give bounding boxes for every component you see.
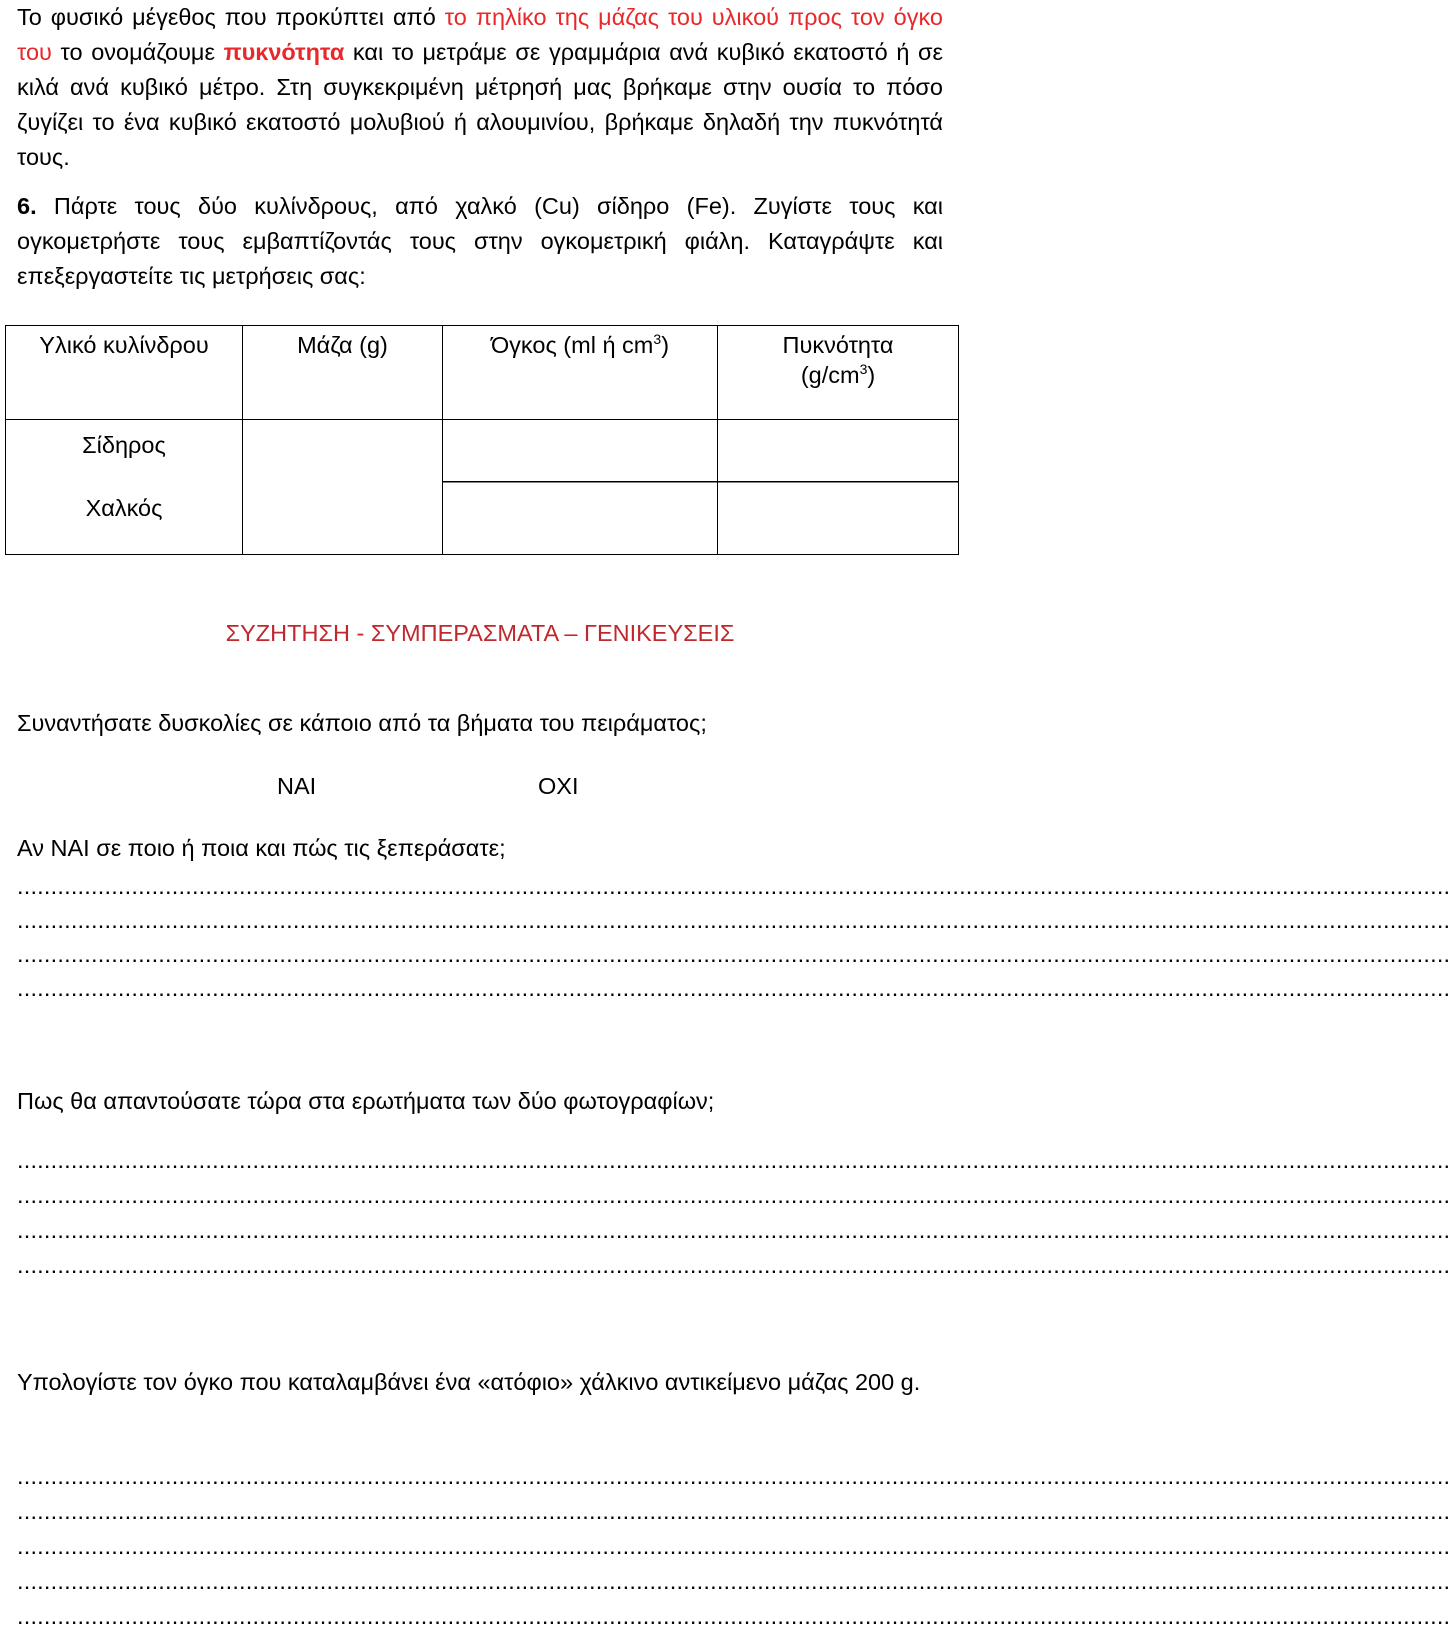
intro-paragraph (17, 0, 943, 175)
header-volume: Όγκος (ml ή $cm^3$) (443, 326, 718, 420)
header-density: Πυκνότητα $(g/cm^3)$ (718, 326, 959, 420)
header-mass: Μάζα (g) (243, 326, 443, 420)
answer-line[interactable]: ..................................................................................................................................................................................................................... (17, 1533, 1450, 1559)
table-row (6, 420, 959, 555)
answer-line[interactable]: ..................................................................................................................................................................................................................... (17, 873, 1450, 899)
answer-line[interactable]: ..................................................................................................................................................................................................................... (17, 1252, 1450, 1278)
answer-line[interactable]: ..................................................................................................................................................................................................................... (17, 1182, 1450, 1208)
answer-line[interactable]: ..................................................................................................................................................................................................................... (17, 941, 1450, 967)
volume-input-cell[interactable] (443, 420, 718, 555)
option-yes[interactable]: ΝΑΙ (277, 773, 317, 799)
intro-text-1: Το φυσικό μέγεθος που προκύπτει από (17, 4, 436, 30)
question-volume: Υπολογίστε τον όγκο που καταλαμβάνει ένα «ατόφιο» χάλκινο αντικείμενο μάζας 200 g. (17, 1369, 921, 1395)
answer-line[interactable]: ..................................................................................................................................................................................................................... (17, 1568, 1450, 1594)
step-6-paragraph (17, 189, 943, 294)
answer-line[interactable]: ..................................................................................................................................................................................................................... (17, 1147, 1450, 1173)
intro-term-density: πυκνότητα (223, 39, 345, 65)
density-input-cell[interactable] (718, 420, 959, 555)
answer-line[interactable]: ..................................................................................................................................................................................................................... (17, 1463, 1450, 1489)
option-no[interactable]: ΟΧΙ (538, 773, 579, 799)
row-copper: Χαλκός (85, 495, 163, 521)
answer-line[interactable]: ..................................................................................................................................................................................................................... (17, 1217, 1450, 1243)
mass-input-cell[interactable] (243, 420, 443, 555)
question-followup: Αν ΝΑΙ σε ποιο ή ποια και πώς τις ξεπεράσατε; (17, 835, 506, 861)
answer-line[interactable]: ..................................................................................................................................................................................................................... (17, 1498, 1450, 1524)
question-difficulties: Συναντήσατε δυσκολίες σε κάποιο από τα βήματα του πειράματος; (17, 710, 707, 736)
step-6-text: Πάρτε τους δύο κυλίνδρους, από χαλκό (Cu) σίδηρο (Fe). Ζυγίστε τους και ογκομετρήστε τους εμβαπτίζοντάς τους στην ογκομετρική φιάλη. Καταγράψτε και επεξεργαστείτε τις μετρήσεις σας: (17, 193, 943, 289)
row-iron: Σίδηρος (82, 432, 166, 458)
intro-text-3: και το μετράμε σε γραμμάρια ανά κυβικό εκατοστό ή σε κιλά ανά κυβικό μέτρο. Στη συγκεκριμένη μέτρησή μας βρήκαμε στην ουσία το πόσο ζυγίζει το ένα κυβικό εκατοστό μολυβιού ή αλουμινίου, βρήκαμε δηλαδή την πυκνότητά τους. (17, 39, 944, 170)
intro-text-2: το ονομάζουμε (60, 39, 215, 65)
intro-highlight-definition: το πηλίκο της μάζας του υλικού προς τον όγκο του (17, 4, 943, 65)
table-header-row (6, 326, 959, 420)
material-cell (6, 420, 243, 555)
step-number: 6. (17, 193, 37, 219)
measurements-table (5, 325, 959, 555)
header-material: Υλικό κυλίνδρου (6, 326, 243, 420)
answer-line[interactable]: ..................................................................................................................................................................................................................... (17, 907, 1450, 933)
question-photos: Πως θα απαντούσατε τώρα στα ερωτήματα των δύο φωτογραφίων; (17, 1088, 715, 1114)
discussion-heading: ΣΥΖΗΤΗΣΗ - ΣΥΜΠΕΡΑΣΜΑΤΑ – ΓΕΝΙΚΕΥΣΕΙΣ (225, 620, 735, 646)
answer-line[interactable]: ..................................................................................................................................................................................................................... (17, 975, 1450, 1001)
answer-line[interactable]: ..................................................................................................................................................................................................................... (17, 1603, 1450, 1629)
